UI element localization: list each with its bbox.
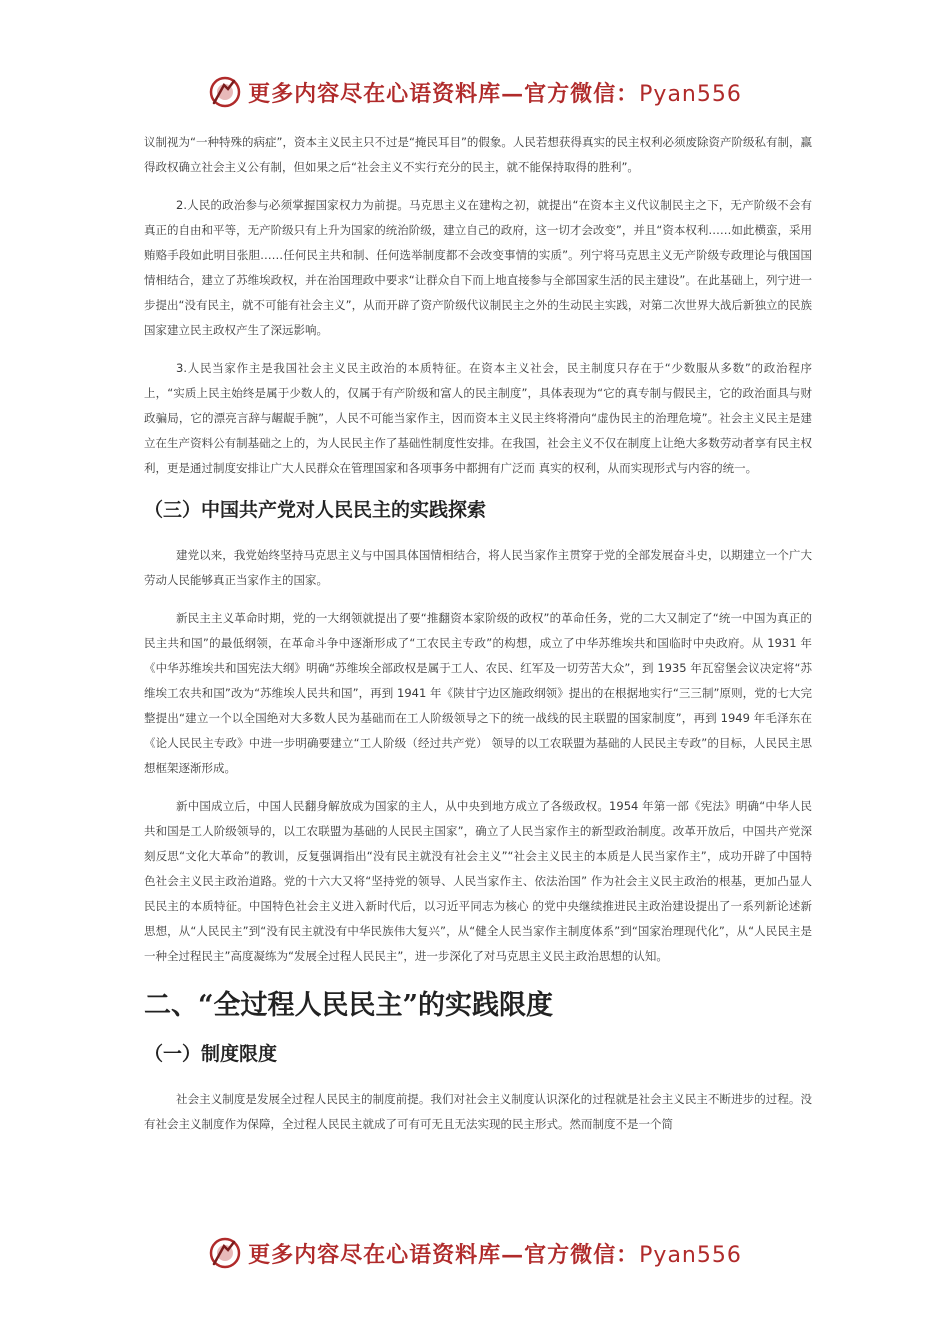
paragraph: 建党以来，我党始终坚持马克思主义与中国具体国情相结合，将人民当家作主贯穿于党的全部发展奋斗史，以期建立一个广大劳动人民能够真正当家作主的国家。: [144, 548, 812, 587]
banner-text: 更多内容尽在心语资料库—官方微信：Pyan556: [248, 80, 742, 107]
chapter-heading: 二、“全过程人民民主”的实践限度: [144, 990, 554, 1021]
header-watermark-banner: [0, 72, 950, 112]
paragraph: 社会主义制度是发展全过程人民民主的制度前提。我们对社会主义制度认识深化的过程就是社会主义民主不断进步的过程。没有社会主义制度作为保障，全过程人民民主就成了可有可无且无法实现的民主形式。然而制度不是一个简: [144, 1092, 812, 1131]
document-body: [144, 130, 812, 1150]
paragraph: 新中国成立后，中国人民翻身解放成为国家的主人，从中央到地方成立了各级政权。1954 年第一部《宪法》明确“中华人民共和国是工人阶级领导的，以工农联盟为基础的人民民主国家”，确立了人民当家作主的新型政治制度。改革开放后，中国共产党深刻反思“文化大革命”的教训，反复强调指出“没有民主就没有社会主义”“社会主义民主的本质是人民当家作主”，成功开辟了中国特色社会主义民主政治道路。党的十六大又将“坚持党的领导、人民当家作主、依法治国” 作为社会主义民主政治的根基，更加凸显人民民主的本质特征。中国特色社会主义进入新时代后，以习近平同志为核心 的党中央继续推进民主政治建设提出了一系列新论述新思想，从“人民民主”到“没有民主就没有中华民族伟大复兴”，从“健全人民当家作主制度体系”到“国家治理现代化”，从“人民民主是一种全过程民主”高度凝练为“发展全过程人民民主”，进一步深化了对马克思主义民主政治思想的认知。: [144, 799, 812, 963]
logo-icon: [208, 1236, 242, 1270]
logo-icon: [208, 75, 242, 109]
section-heading: （三）中国共产党对人民民主的实践探索: [144, 499, 487, 521]
paragraph: 议制视为“一种特殊的病症”，资本主义民主只不过是“掩民耳目”的假象。人民若想获得真实的民主权利必须废除资产阶级私有制，赢得政权确立社会主义公有制，但如果之后“社会主义不实行充分的民主，就不能保持取得的胜利”。: [144, 135, 812, 174]
paragraph: 新民主主义革命时期，党的一大纲领就提出了要“推翻资本家阶级的政权”的革命任务，党的二大又制定了“统一中国为真正的民主共和国”的最低纲领，在革命斗争中逐渐形成了“工农民主专政”的构想，成立了中华苏维埃共和国临时中央政府。从 1931 年《中华苏维埃共和国宪法大纲》明确“苏维埃全部政权是属于工人、农民、红军及一切劳苦大众”，到 1935 年瓦窑堡会议决定将“苏维埃工农共和国”改为“苏维埃人民共和国”，再到 1941 年《陕甘宁边区施政纲领》提出的在根据地实行“三三制”原则，党的七大完整提出“建立一个以全国绝对大多数人民为基础而在工人阶级领导之下的统一战线的民主联盟的国家制度”，再到 1949 年毛泽东在《论人民民主专政》中进一步明确要建立“工人阶级（经过共产党） 领导的以工农联盟为基础的人民民主专政”的目标，人民民主思想框架逐渐形成。: [144, 611, 812, 775]
footer-watermark-banner: [0, 1233, 950, 1273]
paragraph: 3.人民当家作主是我国社会主义民主政治的本质特征。在资本主义社会，民主制度只存在于“少数服从多数”的政治程序上，“实质上民主始终是属于少数人的，仅属于有产阶级和富人的民主制度”，具体表现为“它的真专制与假民主，它的政治面具与财政骗局，它的漂亮言辞与龌龊手腕”，人民不可能当家作主，因而资本主义民主终将滑向“虚伪民主的治理危境”。社会主义民主是建立在生产资料公有制基础之上的，为人民民主作了基础性制度性安排。在我国，社会主义不仅在制度上让绝大多数劳动者享有民主权利，更是通过制度安排让广大人民群众在管理国家和各项事务中都拥有广泛而 真实的权利，从而实现形式与内容的统一。: [144, 361, 812, 475]
section-heading: （一）制度限度: [144, 1043, 278, 1065]
paragraph: 2.人民的政治参与必须掌握国家权力为前提。马克思主义在建构之初，就提出“在资本主义代议制民主之下，无产阶级不会有真正的自由和平等，无产阶级只有上升为国家的统治阶级，建立自己的政府，这一切才会改变”，并且“资本权利……如此横蛮，采用贿赂手段如此明目张胆……任何民主共和制、任何选举制度都不会改变事情的实质”。列宁将马克思主义无产阶级专政理论与俄国国情相结合，建立了苏维埃政权，并在治国理政中要求“让群众自下而上地直接参与全部国家生活的民主建设”。在此基础上，列宁进一步提出“没有民主，就不可能有社会主义”，从而开辟了资产阶级代议制民主之外的生动民主实践，对第二次世界大战后新独立的民族国家建立民主政权产生了深远影响。: [144, 198, 812, 337]
banner-text: 更多内容尽在心语资料库—官方微信：Pyan556: [248, 1241, 742, 1268]
